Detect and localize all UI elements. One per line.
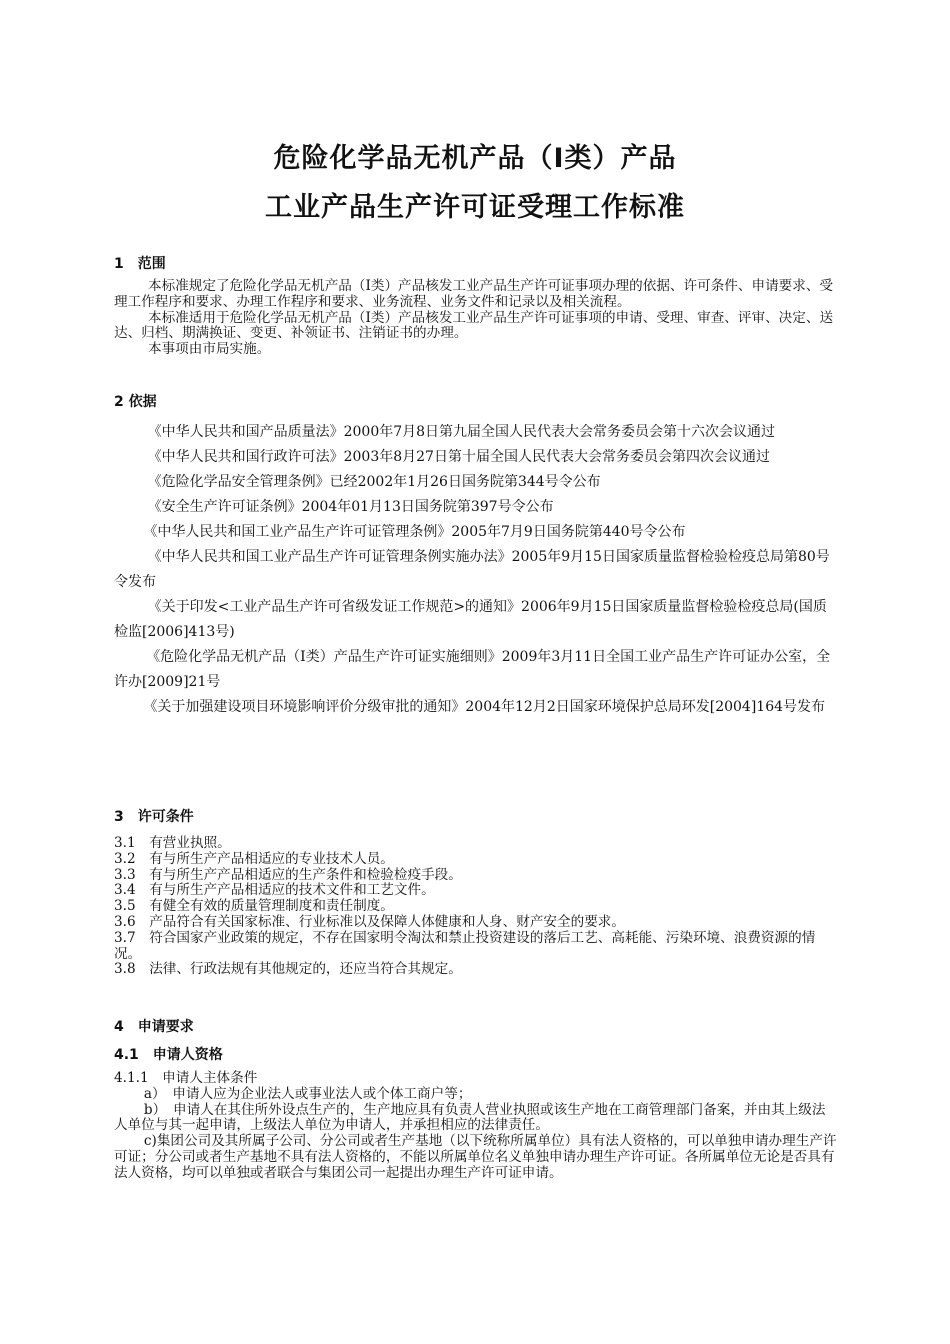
list-item: 3.2 有与所生产产品相适应的专业技术人员。 [114, 850, 394, 867]
list-item: 3.7 符合国家产业政策的规定，不存在国家明令淘汰和禁止投资建设的落后工艺、高耗能、污染环境、浪费资源的情况。 [114, 929, 816, 962]
list-item: 3.5 有健全有效的质量管理制度和责任制度。 [114, 898, 394, 915]
list-item: 3.8 法律、行政法规有其他规定的，还应当符合其规定。 [114, 961, 462, 978]
reference-item: 《危险化学品安全管理条例》已经2002年1月26日国务院第344号令公布 [147, 474, 601, 490]
section-1-heading: 1 范围 [114, 256, 166, 272]
list-item: c)集团公司及其所属子公司、分公司或者生产基地（以下统称所属单位）具有法人资格的，可以单独申请办理生产许可证；分公司或者生产基地不具有法人资格的，不能以所属单位名义单独申请办理生产许可证。各所属单位无论是否具有法人资格，均可以单独或者联合与集团公司一起提出办理生产许可证申请。 [114, 1133, 837, 1181]
reference-item: 《安全生产许可证条例》2004年01月13日国务院第397号令公布 [147, 499, 554, 515]
reference-item: 《关于加强建设项目环境影响评价分级审批的通知》2004年12月2日国家环境保护总局环发[2004]164号发布 [143, 699, 826, 715]
section-1-paragraph: 本标准适用于危险化学品无机产品（Ⅰ类）产品核发工业产品生产许可证事项的申请、受理、审查、评审、决定、送达、归档、期满换证、变更、补领证书、注销证书的办理。 [114, 309, 834, 342]
section-4-1-heading: 4.1 申请人资格 [114, 1047, 223, 1063]
section-1-paragraph: 本标准规定了危险化学品无机产品（Ⅰ类）产品核发工业产品生产许可证事项办理的依据、许可条件、申请要求、受理工作程序和要求、办理工作程序和要求、业务流程、业务文件和记录以及相关流程。 [114, 278, 834, 310]
reference-item: 《中华人民共和国行政许可法》2003年8月27日第十届全国人民代表大会常务委员会第四次会议通过 [147, 449, 770, 465]
list-item: 3.3 有与所生产产品相适应的生产条件和检验检疫手段。 [114, 866, 462, 883]
section-1-paragraph: 本事项由市局实施。 [148, 341, 271, 358]
section-4-heading: 4 申请要求 [114, 1019, 194, 1035]
section-1-body [114, 279, 838, 358]
reference-item: 《危险化学品无机产品（Ⅰ类）产品生产许可证实施细则》2009年3月11日全国工业产品生产许可证办公室，全许办[2009]21号 [114, 649, 831, 690]
reference-item: 《关于印发<工业产品生产许可省级发证工作规范>的通知》2006年9月15日国家质量监督检验检疫总局(国质检监[2006]413号) [114, 599, 827, 640]
document-title-line-2: 工业产品生产许可证受理工作标准 [265, 192, 685, 223]
list-item: b） 申请人在其住所外设点生产的，生产地应具有负责人营业执照或该生产地在工商管理部门备案，并由其上级法人单位与其一起申请，上级法人单位为申请人，并承担相应的法律责任。 [114, 1101, 826, 1134]
list-item: 3.4 有与所生产产品相适应的技术文件和工艺文件。 [114, 882, 435, 899]
section-2-heading: 2 依据 [114, 394, 157, 410]
reference-item: 《中华人民共和国工业产品生产许可证管理条例实施办法》2005年9月15日国家质量监督检验检疫总局第80号令发布 [114, 549, 830, 590]
reference-list [114, 420, 838, 720]
list-item: 3.6 产品符合有关国家标准、行业标准以及保障人体健康和人身、财产安全的要求。 [114, 913, 625, 930]
reference-item: 《中华人民共和国工业产品生产许可证管理条例》2005年7月9日国务院第440号令公布 [143, 524, 686, 540]
list-item: a） 申请人应为企业法人或事业法人或个体工商户等； [143, 1085, 472, 1102]
applicant-eligibility-body [114, 1071, 838, 1182]
list-item: 3.1 有营业执照。 [114, 835, 231, 851]
reference-item: 《中华人民共和国产品质量法》2000年7月8日第九届全国人民代表大会常务委员会第十六次会议通过 [147, 424, 776, 440]
section-3-heading: 3 许可条件 [114, 809, 194, 825]
permit-conditions-list [114, 836, 838, 978]
clause-heading: 4.1.1 申请人主体条件 [114, 1070, 258, 1086]
document-title-line-1: 危险化学品无机产品（Ⅰ类）产品 [273, 143, 677, 174]
